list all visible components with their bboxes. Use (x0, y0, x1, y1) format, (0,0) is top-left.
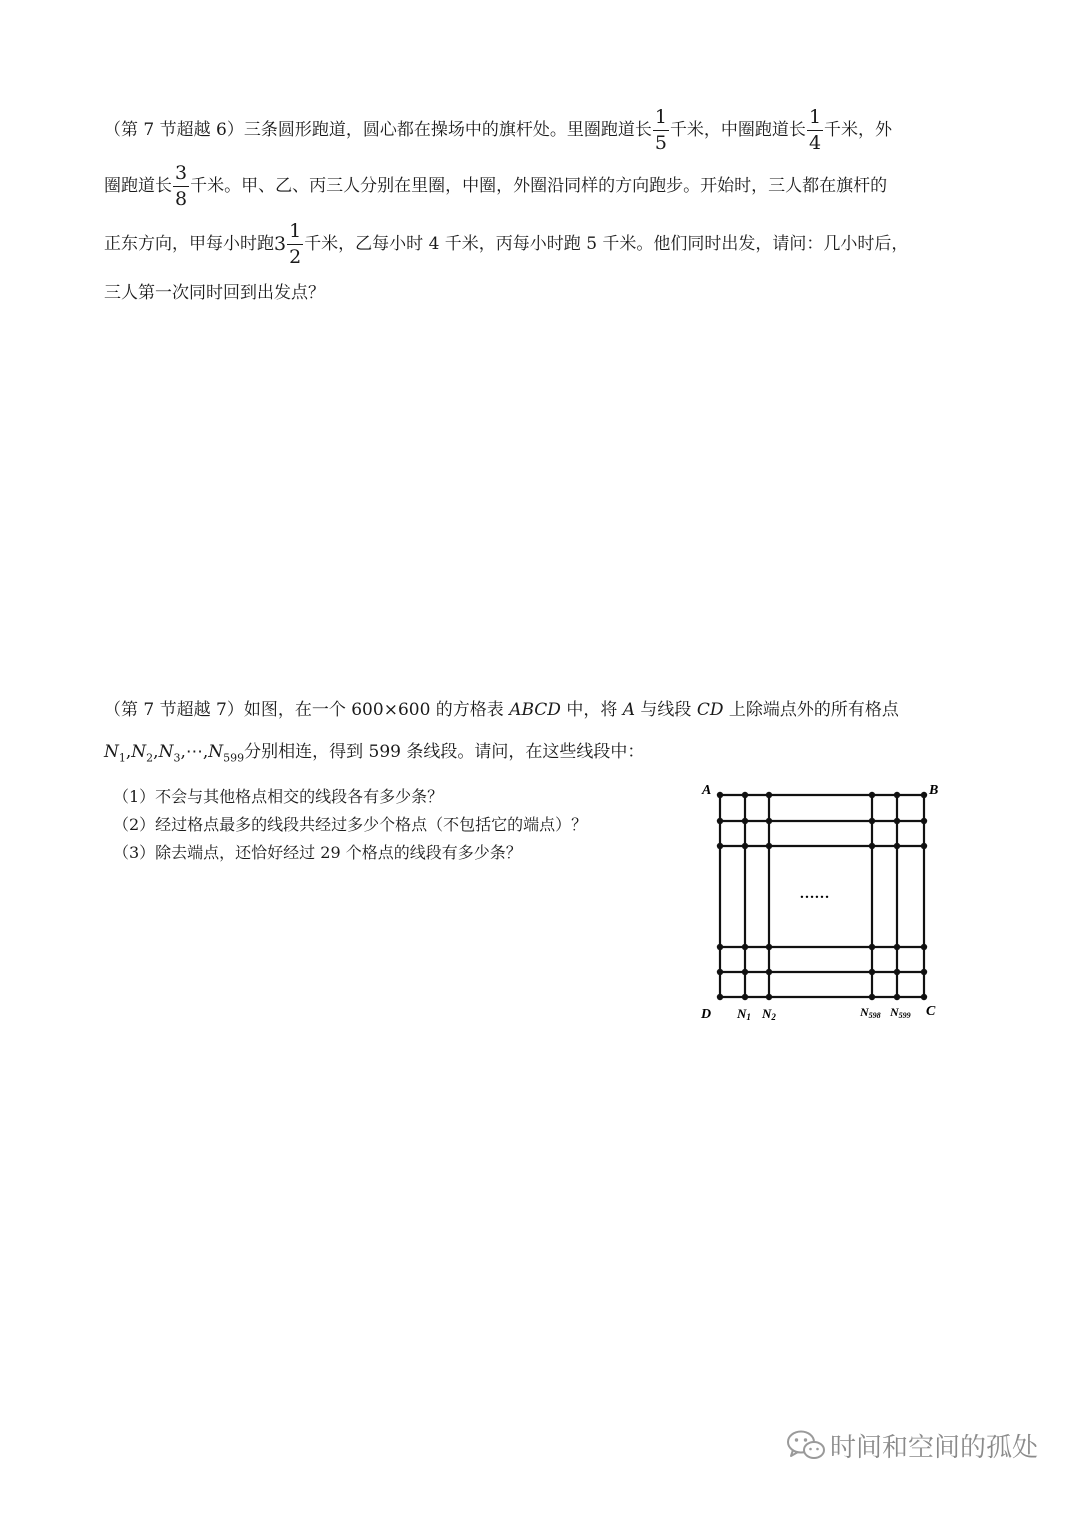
corner-label-a: A (702, 783, 712, 798)
fraction-one-half: $\frac{1}{2}$ (289, 220, 302, 268)
fraction-three-eighths: $\frac{3}{8}$ (175, 162, 188, 210)
p6-line-2: 圈跑道长 $\frac{3}{8}$ 千米。甲、乙、丙三人分别在里圈，中圈，外圈沿同样的方向跑步。开始时，三人都在旗杆的 (104, 162, 888, 210)
fraction-one-quarter: $\frac{1}{4}$ (808, 106, 822, 154)
p7-line-2: $N_1,N_2,N_3,\cdots,N_{599}$分别相连，得到 599 条线段。请问，在这些线段中： (104, 742, 645, 765)
watermark (786, 1427, 1038, 1463)
p7-question-3: （3）除去端点，还恰好经过 29 个格点的线段有多少条？ (113, 843, 522, 862)
corner-label-b: B (929, 783, 939, 798)
watermark-text: 时间和空间的孤处 (830, 1432, 1039, 1463)
label-n2: N2 (762, 1006, 776, 1022)
corner-label-d: D (701, 1007, 712, 1022)
p7-line-1: （第 7 节超越 7）如图，在一个 600×600 的方格表 ABCD 中，将 A 与线段 CD 上除端点外的所有格点 (104, 700, 899, 720)
p6-line-3: 正东方向，甲每小时跑3 $\frac{1}{2}$ 千米，乙每小时 4 千米，丙每小时跑 5 千米。他们同时出发，请问：几小时后， (104, 220, 909, 268)
p7-question-2: （2）经过格点最多的线段共经过多少个格点（不包括它的端点）？ (113, 815, 588, 834)
p7-question-1: （1）不会与其他格点相交的线段各有多少条？ (113, 787, 444, 806)
label-n598: N598 (860, 1005, 881, 1020)
p6-line-4: 三人第一次同时回到出发点？ (104, 283, 325, 303)
fraction-one-fifth: $\frac{1}{5}$ (654, 106, 667, 154)
p6-line-1: （第 7 节超越 6）三条圆形跑道，圆心都在操场中的旗杆处。里圈跑道长 $\frac{1}{5}$ 千米，中圈跑道长 $\frac{1}{4}$ 千米，外 (104, 106, 893, 154)
grid-figure (690, 775, 950, 1030)
label-n599: N599 (890, 1005, 911, 1020)
wechat-icon (786, 1429, 826, 1461)
label-n1: N1 (737, 1006, 751, 1022)
corner-label-c: C (926, 1004, 936, 1019)
grid-center-ellipsis: …… (800, 886, 830, 902)
